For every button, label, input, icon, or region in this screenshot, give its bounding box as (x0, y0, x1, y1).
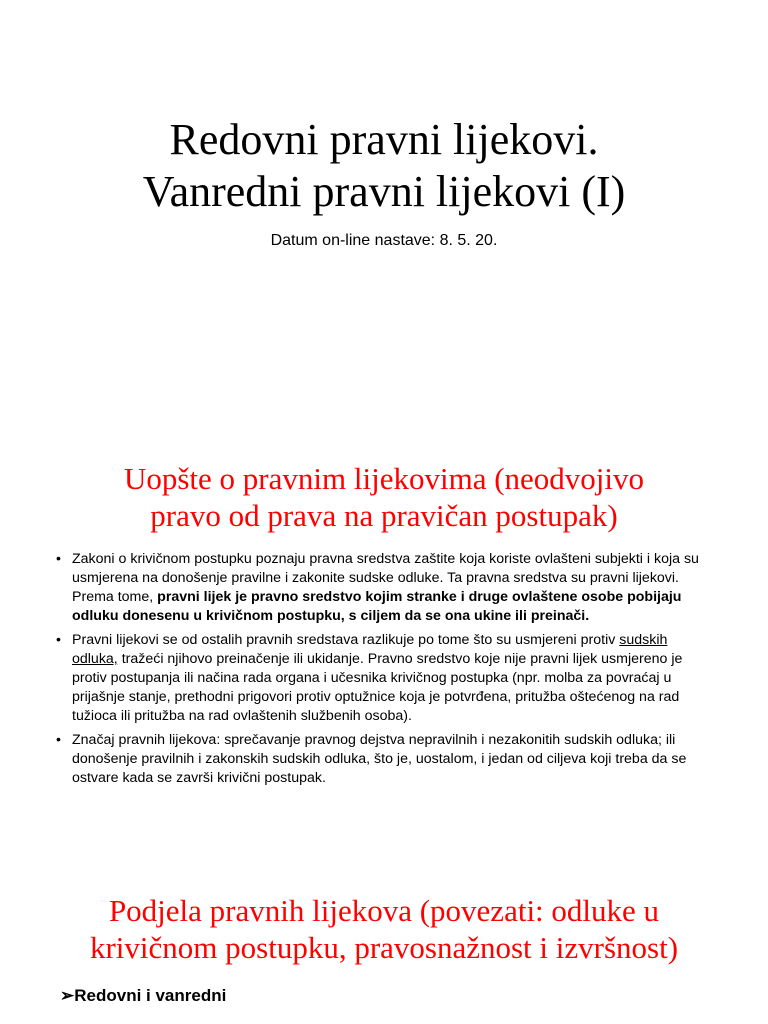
bullet-text: tražeći njihovo preinačenje ili ukidanje. Pravno sredstvo koje nije pravni lijek usmjereno je protiv postupanja ili načina rada organa i učesnika krivičnog postupka (npr. molba za povraćaj u prijašnje stanje, prethodni prigovori protiv optužnice koja je potvrđena, pritužba oštećenog na rad tužioca ili pritužba na rad ovlaštenih službenih osoba). (72, 651, 683, 724)
bullet-item (56, 550, 716, 626)
heading-line-2: krivičnom postupku, pravosnažnost i izvršnost) (89, 930, 679, 965)
arrow-list (60, 983, 226, 1009)
bullet-list (56, 550, 716, 793)
bullet-marker: • (56, 732, 61, 748)
arrow-list-item (60, 983, 226, 1009)
bullet-bold-text: pravni lijek je pravno sredstvo kojim stranke i druge ovlaštene osobe pobijaju odluku donesenu u krivičnom postupku, s ciljem da se ona ukine ili preinači. (72, 589, 682, 624)
heading-line-1: Podjela pravnih lijekova (povezati: odluke u (108, 893, 660, 928)
remedies-division-slide (0, 870, 768, 1024)
bullet-underlined-text: sudskih odluka, (72, 632, 668, 667)
bullet-text: Pravni lijekovi se od ostalih pravnih sredstava razlikuje po tome što su usmjereni protiv (72, 632, 620, 648)
title-line-1: Redovni pravni lijekovi. (169, 115, 599, 164)
bullet-marker: • (56, 551, 61, 567)
slide-heading (40, 460, 728, 534)
heading-line-1: Uopšte o pravnim lijekovima (neodvojivo (123, 461, 645, 496)
general-remedies-slide (0, 438, 768, 870)
bullet-text: Zakoni o krivičnom postupku poznaju pravna sredstva zaštite koja koriste ovlašteni subjekti i koja su usmjerena na donošenje pravilne i zakonite sudske odluke. Ta pravna sredstva su pravni lijekovi. Prema tome, (72, 551, 699, 605)
bullet-text: Značaj pravnih lijekova: sprečavanje pravnog dejstva nepravilnih i nezakonitih sudskih odluka; ili donošenje pravilnih i zakonskih sudskih odluka, što je, uostalom, i jedan od ciljeva koji treba da se ostvare kada se završi krivični postupak. (72, 732, 687, 786)
title-line-2: Vanredni pravni lijekovi (I) (142, 167, 626, 216)
arrow-item-text: Redovni i vanredni (74, 986, 227, 1005)
title-slide (0, 0, 768, 438)
bullet-item (56, 731, 716, 788)
presentation-subtitle: Datum on-line nastave: 8. 5. 20. (270, 232, 498, 249)
slide-heading (40, 892, 728, 966)
bullet-item (56, 631, 716, 726)
arrow-bullet-icon: ➢ (60, 986, 75, 1005)
heading-line-2: pravo od prava na pravičan postupak) (150, 498, 618, 533)
bullet-marker: • (56, 632, 61, 648)
presentation-title (0, 114, 768, 218)
